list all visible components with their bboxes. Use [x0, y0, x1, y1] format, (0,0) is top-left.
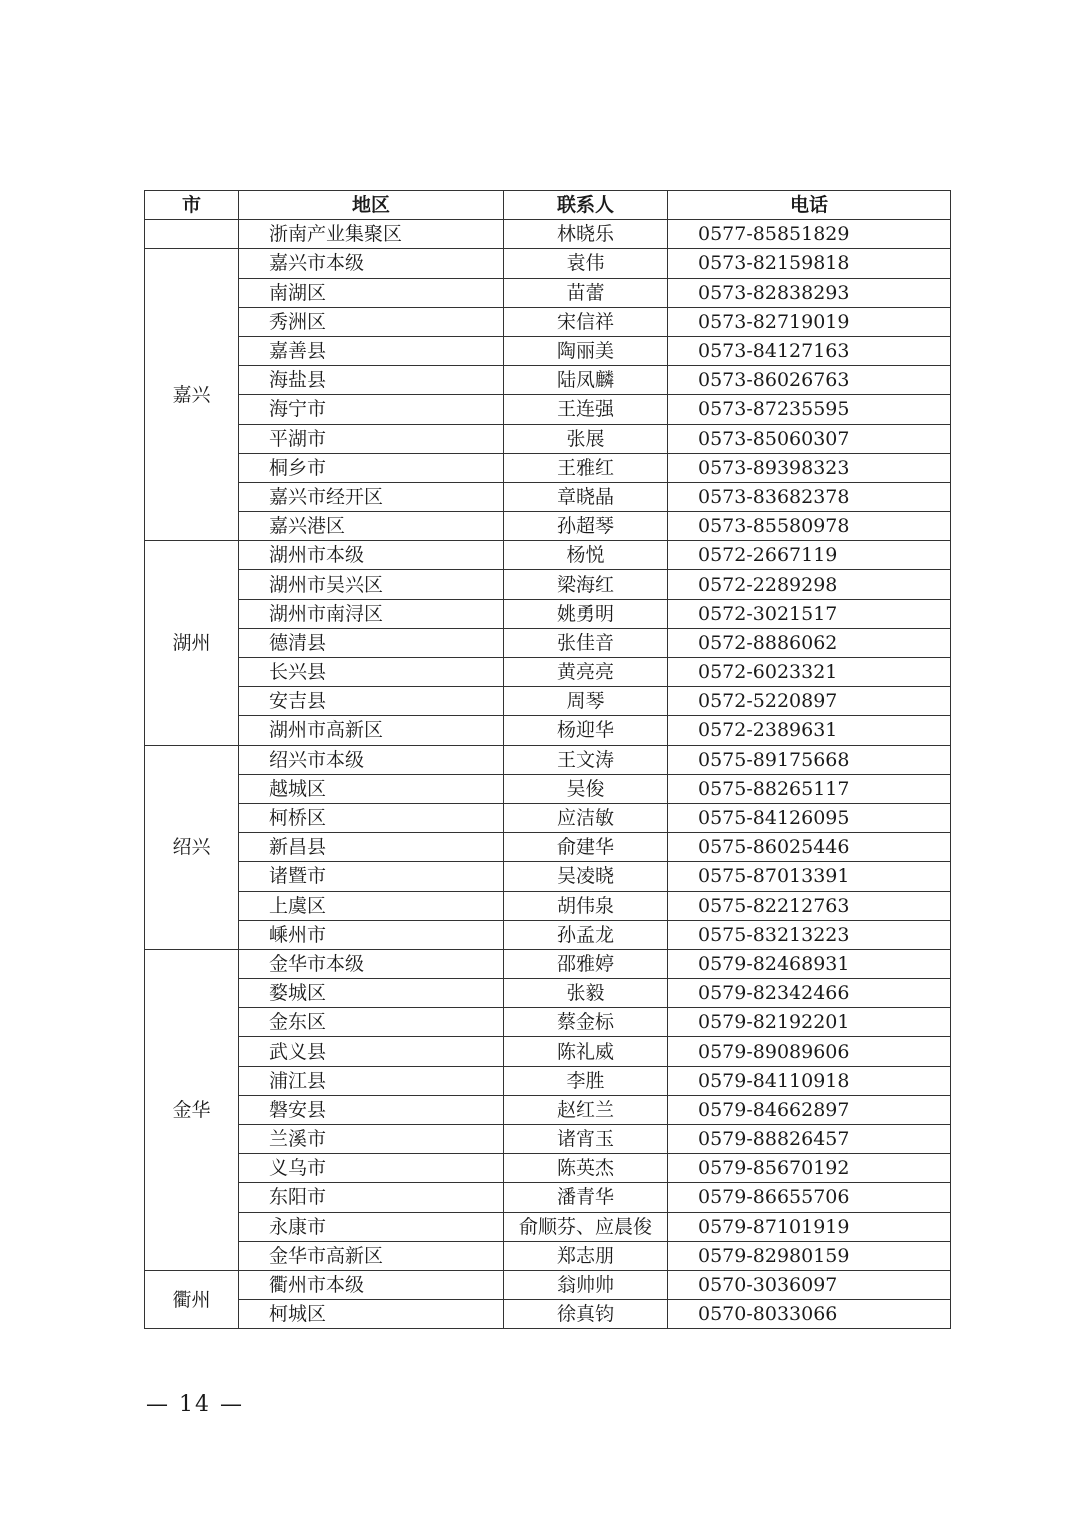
- contact-cell: 张佳音: [504, 628, 668, 657]
- area-cell: 上虞区: [239, 891, 504, 920]
- phone-cell: 0572-8886062: [668, 628, 951, 657]
- table-row: [145, 1270, 951, 1299]
- phone-cell: 0577-85851829: [668, 220, 951, 249]
- area-cell: 长兴县: [239, 658, 504, 687]
- phone-cell: 0573-85060307: [668, 424, 951, 453]
- phone-cell: 0572-2289298: [668, 570, 951, 599]
- phone-cell: 0575-86025446: [668, 833, 951, 862]
- city-cell: 衢州: [145, 1270, 239, 1328]
- phone-cell: 0572-2667119: [668, 541, 951, 570]
- table-row: [145, 220, 951, 249]
- table-row: [145, 833, 951, 862]
- contact-cell: 郑志朋: [504, 1241, 668, 1270]
- contact-table: [144, 190, 951, 1329]
- area-cell: 海盐县: [239, 366, 504, 395]
- table-row: [145, 424, 951, 453]
- table-row: [145, 570, 951, 599]
- area-cell: 平湖市: [239, 424, 504, 453]
- table-row: [145, 862, 951, 891]
- table-row: [145, 512, 951, 541]
- table-row: [145, 716, 951, 745]
- contact-cell: 蔡金标: [504, 1008, 668, 1037]
- table-row: [145, 891, 951, 920]
- contact-cell: 诸宵玉: [504, 1125, 668, 1154]
- city-cell: 绍兴: [145, 745, 239, 949]
- contact-cell: 张毅: [504, 979, 668, 1008]
- contact-cell: 赵红兰: [504, 1095, 668, 1124]
- phone-cell: 0579-82468931: [668, 949, 951, 978]
- area-cell: 秀洲区: [239, 307, 504, 336]
- area-cell: 柯城区: [239, 1300, 504, 1329]
- contact-cell: 黄亮亮: [504, 658, 668, 687]
- table-row: [145, 774, 951, 803]
- header-contact: 联系人: [504, 191, 668, 220]
- phone-cell: 0570-8033066: [668, 1300, 951, 1329]
- table-row: [145, 687, 951, 716]
- area-cell: 婺城区: [239, 979, 504, 1008]
- contact-cell: 邵雅婷: [504, 949, 668, 978]
- phone-cell: 0573-82838293: [668, 278, 951, 307]
- phone-cell: 0572-6023321: [668, 658, 951, 687]
- contact-cell: 孙超琴: [504, 512, 668, 541]
- contact-cell: 杨悦: [504, 541, 668, 570]
- contact-cell: 陶丽美: [504, 336, 668, 365]
- phone-cell: 0579-85670192: [668, 1154, 951, 1183]
- area-cell: 义乌市: [239, 1154, 504, 1183]
- contact-cell: 吴凌晓: [504, 862, 668, 891]
- phone-cell: 0573-82159818: [668, 249, 951, 278]
- table-row: [145, 336, 951, 365]
- area-cell: 嘉兴市经开区: [239, 482, 504, 511]
- area-cell: 浙南产业集聚区: [239, 220, 504, 249]
- area-cell: 桐乡市: [239, 453, 504, 482]
- phone-cell: 0573-83682378: [668, 482, 951, 511]
- contact-cell: 吴俊: [504, 774, 668, 803]
- city-cell: [145, 220, 239, 249]
- header-area: 地区: [239, 191, 504, 220]
- city-cell: 金华: [145, 949, 239, 1270]
- phone-cell: 0572-5220897: [668, 687, 951, 716]
- area-cell: 兰溪市: [239, 1125, 504, 1154]
- table-row: [145, 1037, 951, 1066]
- phone-cell: 0575-82212763: [668, 891, 951, 920]
- phone-cell: 0579-84662897: [668, 1095, 951, 1124]
- contact-cell: 胡伟泉: [504, 891, 668, 920]
- table-row: [145, 249, 951, 278]
- contact-cell: 俞顺芬、应晨俊: [504, 1212, 668, 1241]
- contact-cell: 宋信祥: [504, 307, 668, 336]
- header-phone: 电话: [668, 191, 951, 220]
- contact-cell: 应洁敏: [504, 803, 668, 832]
- contact-cell: 俞建华: [504, 833, 668, 862]
- area-cell: 湖州市南浔区: [239, 599, 504, 628]
- area-cell: 南湖区: [239, 278, 504, 307]
- table-row: [145, 1212, 951, 1241]
- contact-cell: 陈礼威: [504, 1037, 668, 1066]
- contact-cell: 袁伟: [504, 249, 668, 278]
- phone-cell: 0579-89089606: [668, 1037, 951, 1066]
- area-cell: 海宁市: [239, 395, 504, 424]
- contact-cell: 翁帅帅: [504, 1270, 668, 1299]
- contact-cell: 梁海红: [504, 570, 668, 599]
- table-row: [145, 541, 951, 570]
- header-row: [145, 191, 951, 220]
- table-row: [145, 1183, 951, 1212]
- phone-cell: 0575-89175668: [668, 745, 951, 774]
- phone-cell: 0575-83213223: [668, 920, 951, 949]
- phone-cell: 0572-3021517: [668, 599, 951, 628]
- contact-cell: 陈英杰: [504, 1154, 668, 1183]
- table-body: [145, 220, 951, 1329]
- phone-cell: 0575-88265117: [668, 774, 951, 803]
- table-row: [145, 745, 951, 774]
- phone-cell: 0573-89398323: [668, 453, 951, 482]
- contact-cell: 徐真钧: [504, 1300, 668, 1329]
- contact-cell: 李胜: [504, 1066, 668, 1095]
- city-cell: 嘉兴: [145, 249, 239, 541]
- table-row: [145, 599, 951, 628]
- phone-cell: 0579-82342466: [668, 979, 951, 1008]
- contact-cell: 周琴: [504, 687, 668, 716]
- contact-cell: 张展: [504, 424, 668, 453]
- table-row: [145, 920, 951, 949]
- table-row: [145, 949, 951, 978]
- area-cell: 嘉兴市本级: [239, 249, 504, 278]
- city-cell: 湖州: [145, 541, 239, 745]
- contact-cell: 林晓乐: [504, 220, 668, 249]
- contact-cell: 姚勇明: [504, 599, 668, 628]
- phone-cell: 0573-84127163: [668, 336, 951, 365]
- table-row: [145, 278, 951, 307]
- area-cell: 安吉县: [239, 687, 504, 716]
- contact-cell: 王雅红: [504, 453, 668, 482]
- area-cell: 金华市高新区: [239, 1241, 504, 1270]
- area-cell: 德清县: [239, 628, 504, 657]
- table-row: [145, 658, 951, 687]
- area-cell: 衢州市本级: [239, 1270, 504, 1299]
- table-row: [145, 628, 951, 657]
- table-row: [145, 482, 951, 511]
- table-row: [145, 1241, 951, 1270]
- phone-cell: 0579-88826457: [668, 1125, 951, 1154]
- area-cell: 湖州市高新区: [239, 716, 504, 745]
- contact-cell: 陆凤麟: [504, 366, 668, 395]
- table-row: [145, 1095, 951, 1124]
- area-cell: 湖州市吴兴区: [239, 570, 504, 599]
- phone-cell: 0579-82192201: [668, 1008, 951, 1037]
- phone-cell: 0573-82719019: [668, 307, 951, 336]
- phone-cell: 0575-84126095: [668, 803, 951, 832]
- area-cell: 金东区: [239, 1008, 504, 1037]
- contact-cell: 潘青华: [504, 1183, 668, 1212]
- phone-cell: 0570-3036097: [668, 1270, 951, 1299]
- area-cell: 嵊州市: [239, 920, 504, 949]
- table-row: [145, 1008, 951, 1037]
- area-cell: 嘉兴港区: [239, 512, 504, 541]
- phone-cell: 0575-87013391: [668, 862, 951, 891]
- area-cell: 嘉善县: [239, 336, 504, 365]
- table-row: [145, 366, 951, 395]
- table-row: [145, 1154, 951, 1183]
- table-row: [145, 453, 951, 482]
- phone-cell: 0579-82980159: [668, 1241, 951, 1270]
- area-cell: 磐安县: [239, 1095, 504, 1124]
- table-row: [145, 1300, 951, 1329]
- area-cell: 金华市本级: [239, 949, 504, 978]
- area-cell: 诸暨市: [239, 862, 504, 891]
- area-cell: 永康市: [239, 1212, 504, 1241]
- phone-cell: 0579-84110918: [668, 1066, 951, 1095]
- phone-cell: 0573-85580978: [668, 512, 951, 541]
- table-row: [145, 307, 951, 336]
- phone-cell: 0573-87235595: [668, 395, 951, 424]
- area-cell: 越城区: [239, 774, 504, 803]
- area-cell: 新昌县: [239, 833, 504, 862]
- contact-cell: 苗蕾: [504, 278, 668, 307]
- area-cell: 武义县: [239, 1037, 504, 1066]
- phone-cell: 0572-2389631: [668, 716, 951, 745]
- table-row: [145, 803, 951, 832]
- page-number: — 14 —: [146, 1392, 244, 1417]
- phone-cell: 0573-86026763: [668, 366, 951, 395]
- phone-cell: 0579-86655706: [668, 1183, 951, 1212]
- contact-cell: 王文涛: [504, 745, 668, 774]
- contact-cell: 王连强: [504, 395, 668, 424]
- area-cell: 浦江县: [239, 1066, 504, 1095]
- area-cell: 柯桥区: [239, 803, 504, 832]
- table-row: [145, 1125, 951, 1154]
- table-row: [145, 979, 951, 1008]
- table-row: [145, 1066, 951, 1095]
- contact-cell: 杨迎华: [504, 716, 668, 745]
- phone-cell: 0579-87101919: [668, 1212, 951, 1241]
- area-cell: 绍兴市本级: [239, 745, 504, 774]
- table-row: [145, 395, 951, 424]
- area-cell: 湖州市本级: [239, 541, 504, 570]
- contact-cell: 孙孟龙: [504, 920, 668, 949]
- header-city: 市: [145, 191, 239, 220]
- contact-cell: 章晓晶: [504, 482, 668, 511]
- area-cell: 东阳市: [239, 1183, 504, 1212]
